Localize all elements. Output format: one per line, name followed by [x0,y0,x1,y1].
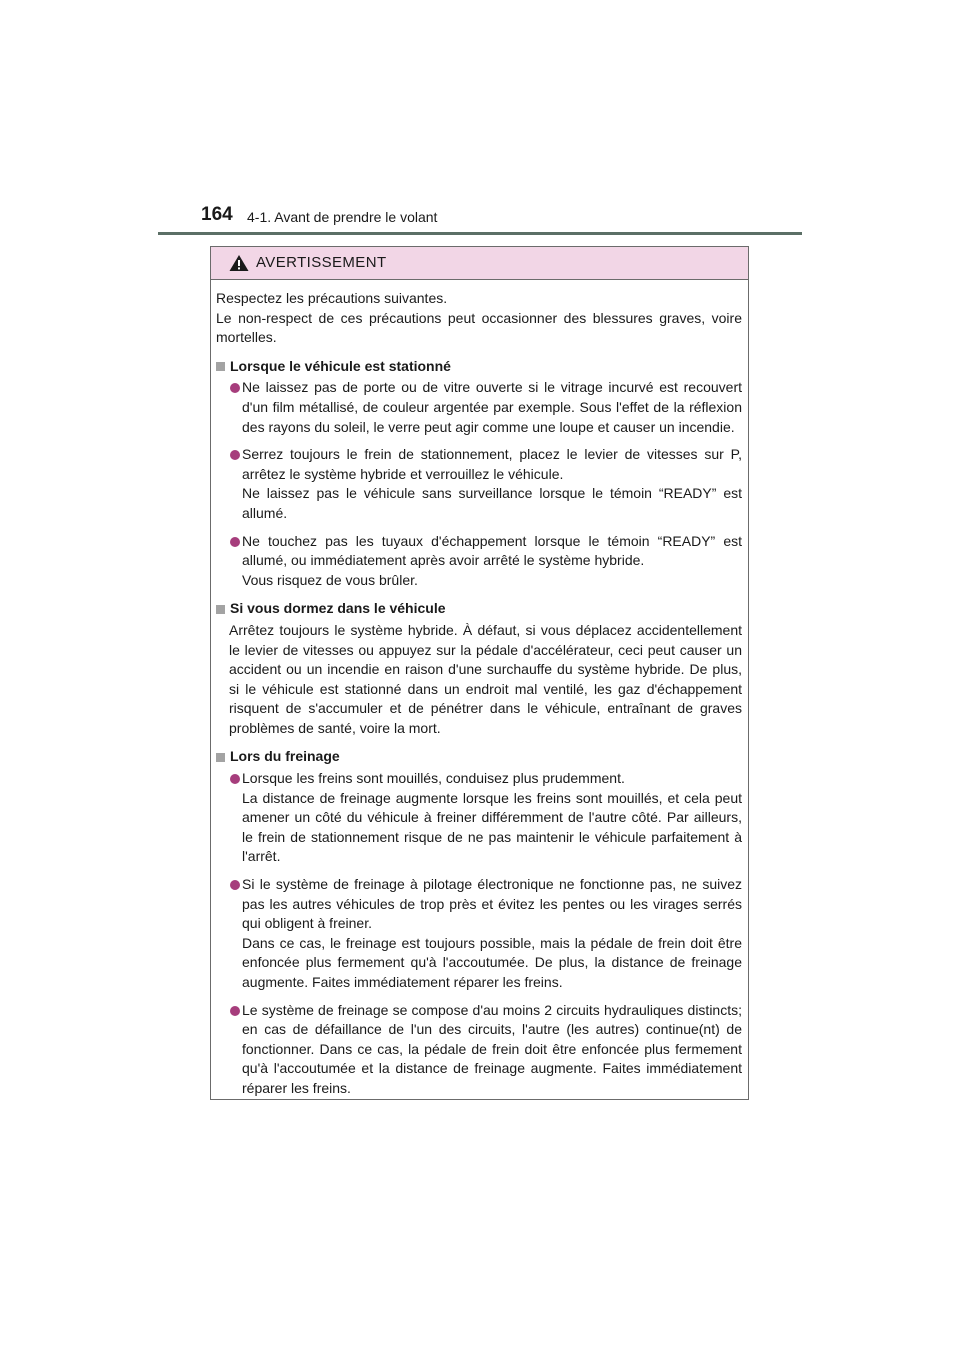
round-bullet-icon [230,880,240,890]
section-title: 4-1. Avant de prendre le volant [247,209,438,225]
bullet-text-line: Ne touchez pas les tuyaux d'échappement lorsque le témoin “READY” est allumé, ou immédiatement après avoir arrêté le système hybride. [242,532,742,569]
bullet-item [216,532,742,591]
warning-header [211,247,748,280]
bullet-item [216,378,742,437]
warning-triangle-icon [229,254,249,272]
bullet-text-line: Dans ce cas, le freinage est toujours possible, mais la pédale de frein doit être enfoncée plus fermement qu'à l'accoutumée. De plus, la distance de freinage augmente. Faites immédiatement réparer les freins. [242,934,742,990]
bullet-text: Le système de freinage se compose d'au moins 2 circuits hydrauliques distincts; en cas de défaillance de l'un des circuits, l'autre (les autres) continue(nt) de fonctionner. Dans ce cas, la pédale de frein doit être enfoncée plus fermement qu'à l'accoutumée et la distance de freinage augmente. Faites immédiatement réparer les freins. [242,1001,742,1096]
round-bullet-icon [230,537,240,547]
warning-title: AVERTISSEMENT [256,254,387,271]
section-paragraph: Arrêtez toujours le système hybride. À défaut, si vous déplacez accidentellement le levier de vitesses ou appuyez sur la pédale d'accélérateur, ceci peut causer un accident ou un incendie en raison d'une surchauffe du système hybride. De plus, si le véhicule est stationné dans un endroit mal ventilé, les gaz d'échappement risquent de s'accumuler et de pénétrer dans le véhicule, entraînant de graves problèmes de santé, voire la mort. [229,621,742,736]
bullet-text-line: Serrez toujours le frein de stationnement, placez le levier de vitesses sur P, arrêtez le système hybride et verrouillez le véhicule. [242,446,742,482]
bullet-text-line: Ne laissez pas le véhicule sans surveillance lorsque le témoin “READY” est allumé. [242,485,742,521]
section-heading-braking [216,747,742,767]
page-number: 164 [201,204,233,225]
round-bullet-icon [230,383,240,393]
header-rule [158,232,802,235]
intro-line-1: Respectez les précautions suivantes. [216,290,448,306]
bullet-item [216,769,742,867]
round-bullet-icon [230,1006,240,1016]
square-bullet-icon [216,362,225,371]
round-bullet-icon [230,774,240,784]
bullet-item [216,445,742,523]
bullet-text: Ne laissez pas de porte ou de vitre ouverte si le vitrage incurvé est recouvert d'un film métallisé, de couleur argentée par exemple. Sous l'effet de la réflexion des rayons du soleil, le verre peut agir comme une loupe et causer un incendie. [242,379,742,435]
section-heading-text: Lors du freinage [230,748,340,765]
bullet-item [216,1001,742,1099]
intro-line-2: Le non-respect de ces précautions peut occasionner des blessures graves, voire mortelles. [216,309,742,346]
bullet-text-line: Vous risquez de vous brûler. [242,571,418,588]
warning-box [210,246,749,1100]
warning-body [211,280,748,1099]
section-heading-parked [216,357,742,377]
square-bullet-icon [216,605,225,614]
round-bullet-icon [230,450,240,460]
bullet-text-line: La distance de freinage augmente lorsque les freins sont mouillés, et cela peut amener un côté du véhicule à freiner différemment de l'autre côté. Par ailleurs, le frein de stationnement risque de ne pas maintenir le véhicule parfaitement à l'arrêt. [242,789,742,865]
square-bullet-icon [216,753,225,762]
section-heading-sleeping [216,599,742,619]
section-heading-text: Si vous dormez dans le véhicule [230,600,446,617]
warning-intro [216,289,742,348]
bullet-text-line: Si le système de freinage à pilotage électronique ne fonctionne pas, ne suivez pas les autres véhicules de trop près et évitez les pentes ou les virages serrés qui obligent à freiner. [242,876,742,932]
section-heading-text: Lorsque le véhicule est stationné [230,357,451,374]
bullet-text-line: Lorsque les freins sont mouillés, conduisez plus prudemment. [242,770,625,787]
bullet-item [216,875,742,993]
